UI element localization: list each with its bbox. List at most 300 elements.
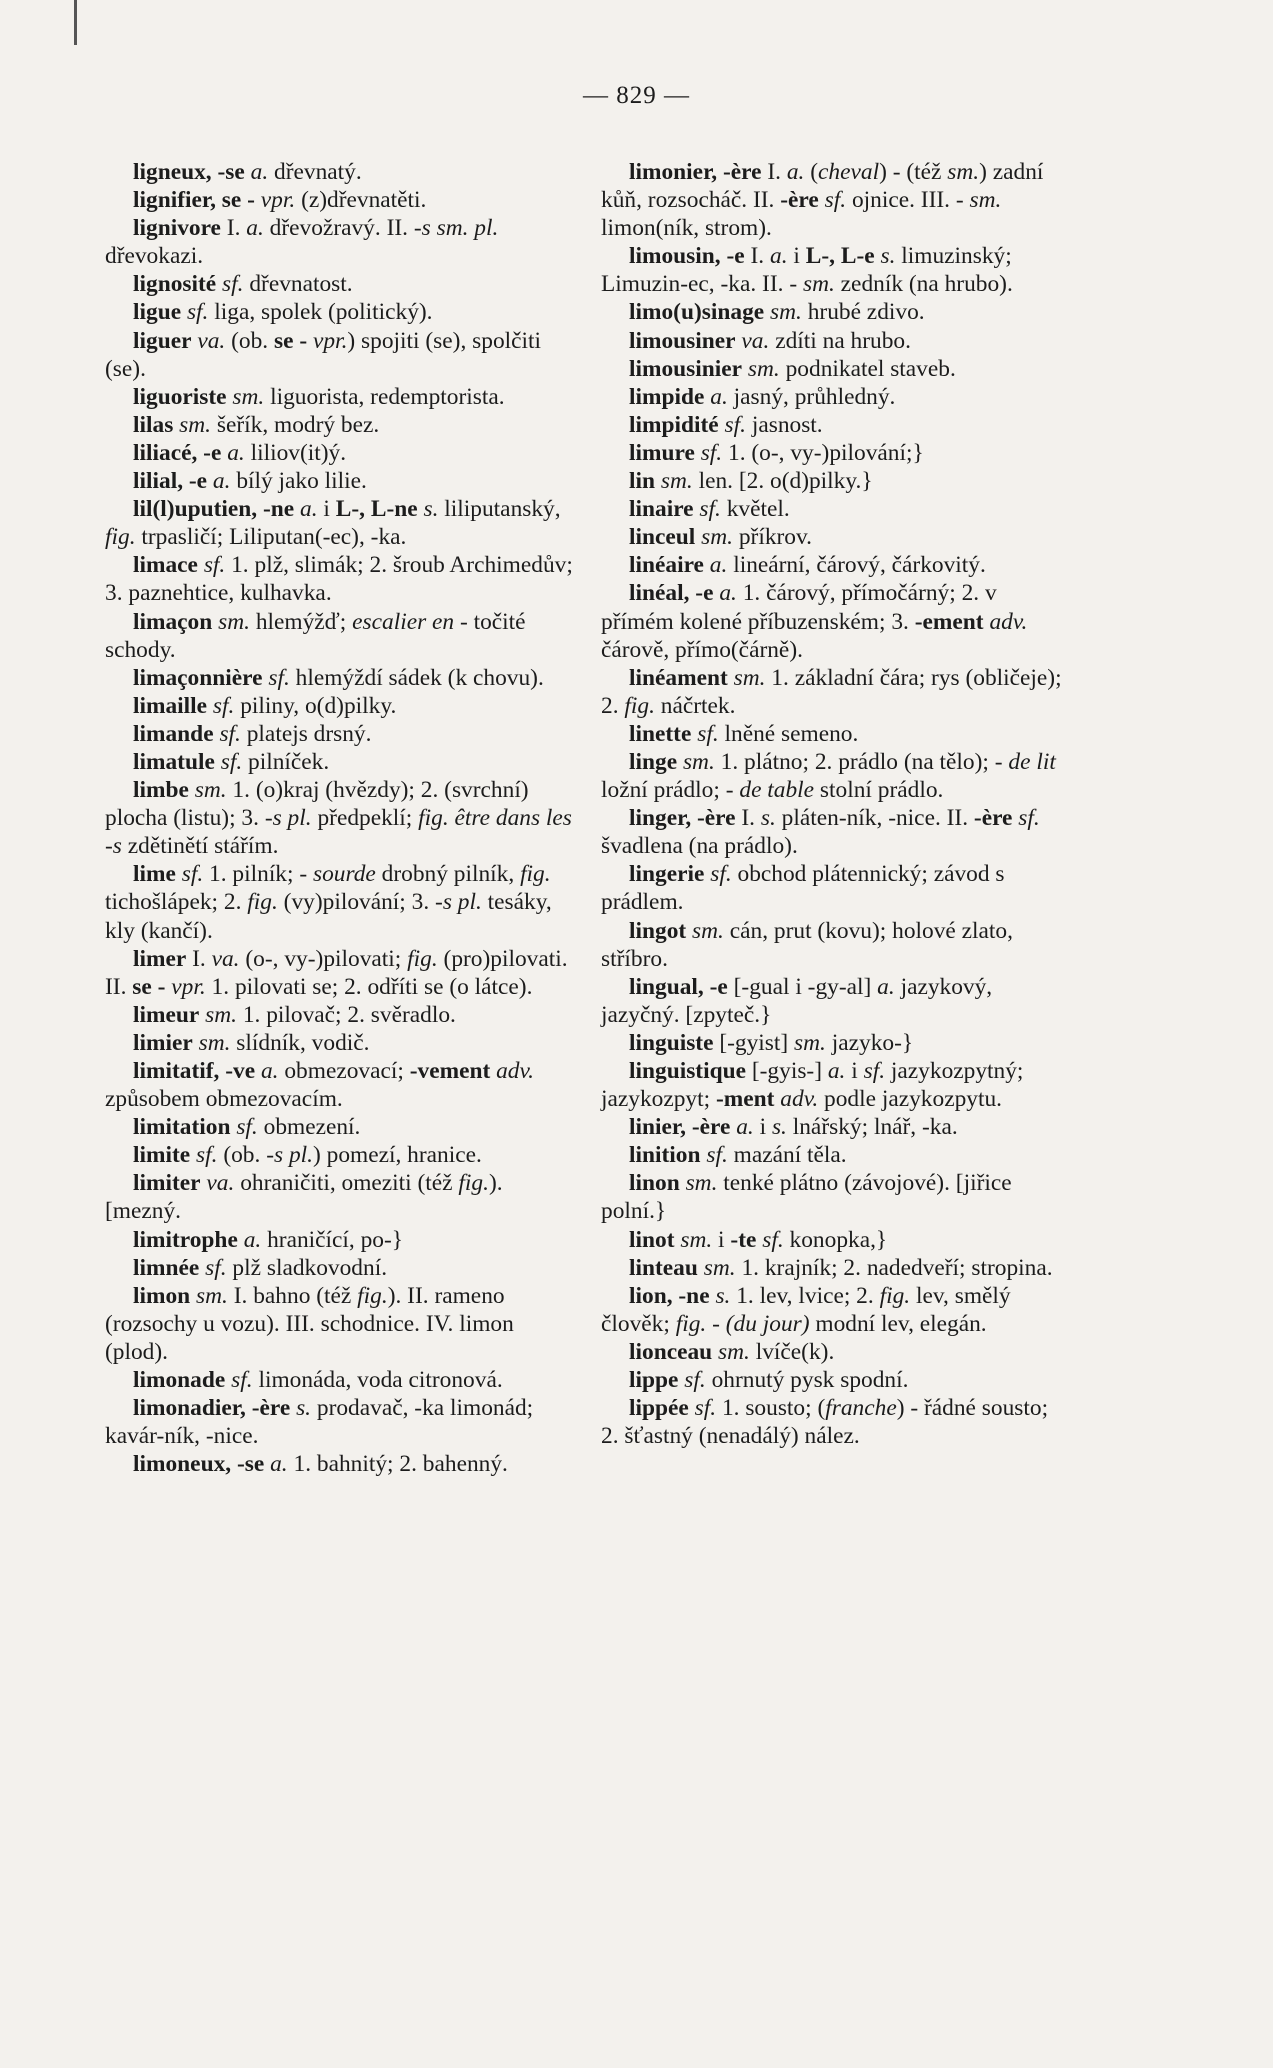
dictionary-entry xyxy=(105,270,575,298)
dictionary-entry xyxy=(105,860,575,944)
entry-text: limuzinský; Limuzin-ec, -ka. II. xyxy=(601,243,1012,298)
dictionary-entry xyxy=(105,1029,575,1057)
entry-grammar-label: fig. xyxy=(520,861,551,888)
entry-headword: linéaire xyxy=(629,552,704,579)
entry-grammar-label: sm. xyxy=(794,1029,826,1056)
entry-headword: limaille xyxy=(133,692,208,719)
entry-text: I. xyxy=(744,243,771,270)
dictionary-entry xyxy=(105,720,575,748)
entry-text: příkrov. xyxy=(732,524,813,551)
entry-grammar-label: sf. xyxy=(205,1254,227,1281)
entry-text: hlemýždí sádek (k chovu). xyxy=(289,664,544,691)
entry-text: způsobem obmezovacím. xyxy=(105,1086,343,1113)
entry-grammar-label: sm. xyxy=(747,355,780,382)
entry-text: ( xyxy=(804,159,819,185)
entry-grammar-label: fig. - (du jour) xyxy=(675,1310,810,1337)
dictionary-entry xyxy=(601,467,1071,495)
dictionary-entry xyxy=(601,720,1071,748)
entry-grammar-label: a. xyxy=(877,973,895,1000)
entry-grammar-label: a. xyxy=(300,496,318,523)
entry-text: švadlena (na prádlo). xyxy=(601,833,798,860)
entry-grammar-label: s. xyxy=(760,805,776,832)
entry-headword: limite xyxy=(133,1142,191,1169)
entry-grammar-label: sf. xyxy=(697,720,719,747)
entry-headword: lime xyxy=(133,861,176,888)
entry-headword: liguer xyxy=(133,327,192,354)
entry-headword: lionceau xyxy=(629,1338,713,1365)
dictionary-entry xyxy=(105,467,575,495)
entry-text: liliov(it)ý. xyxy=(244,439,347,466)
entry-grammar-label: a. xyxy=(250,159,269,185)
entry-headword: se - xyxy=(132,973,166,1000)
entry-grammar-label: s. xyxy=(423,496,439,523)
entry-headword: L-, L-ne xyxy=(335,496,418,523)
left-column xyxy=(105,158,575,1478)
dictionary-entry xyxy=(601,1394,1071,1450)
entry-headword: linaire xyxy=(629,496,694,523)
entry-grammar-label: sm. xyxy=(205,1001,237,1028)
entry-headword: linette xyxy=(629,720,692,747)
entry-grammar-label: a. xyxy=(827,1058,846,1084)
entry-grammar-label: sf. xyxy=(212,692,235,719)
entry-headword: limande xyxy=(133,720,214,747)
entry-headword: limace xyxy=(133,552,198,579)
entry-grammar-label: a. xyxy=(786,159,805,185)
entry-text: hlemýžď; xyxy=(249,608,353,635)
entry-grammar-label: sm. xyxy=(770,299,802,326)
entry-text: 1. pilník; xyxy=(203,861,300,888)
dictionary-entry xyxy=(601,1366,1071,1394)
entry-text: plž sladkovodní. xyxy=(226,1254,388,1281)
dictionary-entry xyxy=(601,495,1071,523)
entry-grammar-label: sm. xyxy=(692,917,724,944)
entry-headword: liliacé, -e xyxy=(133,439,222,466)
dictionary-entry xyxy=(601,973,1071,1029)
entry-grammar-label: sm. xyxy=(680,1226,713,1253)
entry-text: [-gyist] xyxy=(713,1029,795,1056)
entry-text: (o-, vy-)pilovati; xyxy=(239,945,408,972)
entry-grammar-label: sf. xyxy=(203,552,226,579)
entry-headword: -te xyxy=(730,1226,757,1253)
entry-headword: limitrophe xyxy=(133,1226,238,1253)
dictionary-entry xyxy=(105,692,575,720)
entry-text: ložní prádlo; xyxy=(601,777,726,804)
entry-headword: se - xyxy=(274,327,308,354)
entry-grammar-label: - sm. xyxy=(789,271,835,298)
entry-headword: limonade xyxy=(133,1367,226,1394)
entry-grammar-label: -s pl. xyxy=(264,805,312,832)
entry-headword: limnée xyxy=(133,1254,200,1281)
entry-grammar-label: sm. xyxy=(218,608,250,635)
dictionary-entry xyxy=(601,383,1071,411)
entry-headword: limatule xyxy=(133,748,215,775)
entry-grammar-label: vpr. xyxy=(171,973,206,1000)
entry-grammar-label: s. xyxy=(715,1282,731,1309)
entry-text: hrubé zdivo. xyxy=(801,299,925,326)
entry-headword: lil(l)uputien, -ne xyxy=(133,496,295,523)
entry-grammar-label: sf. xyxy=(236,1114,258,1141)
dictionary-entry xyxy=(105,327,575,383)
entry-headword: limier xyxy=(133,1029,193,1056)
entry-headword: linguiste xyxy=(629,1029,714,1056)
entry-grammar-label: fig. être dans les -s xyxy=(105,805,572,860)
entry-headword: lin xyxy=(629,468,656,495)
entry-text: mazání těla. xyxy=(727,1142,847,1169)
entry-text: ) spojiti (se), spolčiti (se). xyxy=(105,327,542,382)
entry-text: (z)dřevnatěti. xyxy=(295,187,427,214)
page-number: — 829 — xyxy=(583,82,690,109)
entry-headword: linition xyxy=(629,1142,701,1169)
entry-grammar-label: sf. xyxy=(219,720,241,747)
entry-text: ) - řádné sousto; 2. šťastný (nenadálý) nález. xyxy=(601,1395,1049,1450)
entry-grammar-label: a. xyxy=(710,383,728,410)
dictionary-entry xyxy=(105,1254,575,1282)
entry-text: 1. (o)kraj (hvězdy); 2. (svrchní) plocha (listu); 3. xyxy=(105,777,529,832)
entry-text: modní lev, elegán. xyxy=(809,1310,987,1337)
entry-text: limonáda, voda citronová. xyxy=(252,1367,503,1394)
entry-headword: lingual, -e xyxy=(629,973,728,1000)
entry-headword: -ère xyxy=(780,187,819,214)
entry-grammar-label: sf. xyxy=(1018,805,1040,832)
entry-grammar-label: sf. xyxy=(268,664,290,691)
entry-headword: -ment xyxy=(715,1086,775,1113)
entry-grammar-label: sm. xyxy=(660,468,693,495)
entry-text: slídník, vodič. xyxy=(230,1029,370,1056)
dictionary-entry xyxy=(105,1450,575,1478)
entry-headword: limpidité xyxy=(629,411,719,438)
entry-headword: limonadier, -ère xyxy=(133,1395,291,1422)
entry-grammar-label: sf. xyxy=(700,439,723,466)
entry-grammar-label: - sm. xyxy=(955,187,1002,214)
entry-text: ). II. rameno (rozsochy u vozu). III. schodnice. IV. limon (plod). xyxy=(105,1282,514,1365)
entry-text: jasný, průhledný. xyxy=(727,383,896,410)
entry-text: 1. lev, lvice; 2. xyxy=(730,1282,880,1309)
entry-grammar-label: -s pl. xyxy=(266,1142,313,1169)
entry-text: pilníček. xyxy=(242,748,330,775)
entry-headword: limitation xyxy=(133,1114,231,1141)
entry-grammar-label: sm. xyxy=(682,748,715,775)
entry-text: 1. základní čára; rys (obličeje); 2. xyxy=(601,664,1062,719)
entry-text: lvíče(k). xyxy=(749,1338,835,1365)
dictionary-entry xyxy=(105,1394,575,1450)
entry-text: platejs drsný. xyxy=(240,720,372,747)
dictionary-entry xyxy=(105,748,575,776)
entry-grammar-label: sf. xyxy=(694,1395,717,1422)
entry-text: tichošlápek; 2. xyxy=(105,889,248,916)
entry-grammar-label: vpr. xyxy=(312,327,348,354)
entry-text: bílý jako lilie. xyxy=(230,468,367,495)
entry-text: i xyxy=(845,1058,864,1084)
entry-grammar-label: sf. xyxy=(699,496,721,523)
entry-grammar-label: - sourde xyxy=(299,861,376,888)
entry-grammar-label: sm. xyxy=(685,1170,718,1197)
dictionary-entry xyxy=(601,1141,1071,1169)
entry-headword: limure xyxy=(629,439,695,466)
entry-text: lineární, čárový, čárkovitý. xyxy=(727,552,986,579)
entry-text: šeřík, modrý bez. xyxy=(211,411,380,438)
entry-text: ). [mezný. xyxy=(105,1170,503,1225)
entry-headword: ligneux, -se xyxy=(133,159,245,185)
entry-text: 1. plž, slimák; 2. šroub Archimedův; 3. paznehtice, kulhavka. xyxy=(105,552,573,607)
entry-text: obchod plátennický; závod s prádlem. xyxy=(601,861,1005,916)
entry-grammar-label: - de table xyxy=(725,777,815,804)
dictionary-entry xyxy=(105,608,575,664)
entry-grammar-label: sf. xyxy=(724,411,746,438)
entry-text: 1. plátno; 2. prádlo (na tělo); xyxy=(714,748,995,775)
entry-headword: linteau xyxy=(629,1254,698,1281)
dictionary-entry xyxy=(601,1254,1071,1282)
dictionary-entry xyxy=(601,1057,1071,1113)
entry-text: I. bahno (též xyxy=(227,1282,358,1309)
dictionary-entry xyxy=(105,945,575,1001)
dictionary-entry xyxy=(601,551,1071,579)
entry-grammar-label: s. xyxy=(296,1395,312,1422)
entry-grammar-label: a. xyxy=(719,580,737,607)
dictionary-entry xyxy=(105,1226,575,1254)
entry-text: (ob. xyxy=(225,327,274,354)
entry-headword: limoneux, -se xyxy=(133,1451,265,1478)
dictionary-entry xyxy=(601,1169,1071,1225)
entry-text: prodavač, -ka limonád; kavár-ník, -nice. xyxy=(105,1395,534,1450)
entry-grammar-label: s. xyxy=(771,1114,787,1141)
dictionary-entry xyxy=(601,664,1071,720)
entry-headword: linge xyxy=(629,748,678,775)
entry-headword: limousinier xyxy=(629,355,743,382)
right-column xyxy=(601,158,1071,1450)
dictionary-entry xyxy=(601,1338,1071,1366)
entry-text: podle jazykozpytu. xyxy=(818,1086,1003,1113)
entry-grammar-label: fig. xyxy=(458,1170,489,1197)
entry-grammar-label: sf. xyxy=(186,299,209,326)
scan-edge-mark xyxy=(74,0,77,45)
dictionary-entry xyxy=(105,158,575,186)
entry-headword: limpide xyxy=(629,383,705,410)
entry-grammar-label: fig. xyxy=(105,524,136,551)
entry-text: jazykozpytný; jazykozpyt; xyxy=(601,1058,1024,1113)
entry-text: cán, prut (kovu); holové zlato, stříbro. xyxy=(601,917,1013,972)
entry-text: i xyxy=(317,496,336,523)
entry-text: len. [2. o(d)pilky.} xyxy=(692,468,873,495)
dictionary-entry xyxy=(105,439,575,467)
entry-grammar-label: sf. xyxy=(684,1367,706,1394)
dictionary-entry xyxy=(601,579,1071,663)
entry-grammar-label: a. xyxy=(770,243,788,270)
entry-text: liguorista, redemptorista. xyxy=(264,383,505,410)
entry-text: stolní prádlo. xyxy=(814,777,944,804)
entry-grammar-label: fig. xyxy=(407,945,438,972)
entry-headword: lingot xyxy=(629,917,687,944)
entry-text: tenké plátno (závojové). [jiřice polní.} xyxy=(601,1170,1012,1225)
dictionary-entry xyxy=(105,214,575,270)
entry-headword: limbe xyxy=(133,777,189,804)
entry-text: dřevnatost. xyxy=(243,271,353,298)
entry-text: ) - (též xyxy=(879,159,948,185)
entry-text: liliputanský, xyxy=(438,496,561,523)
entry-grammar-label: va. xyxy=(197,327,226,354)
entry-headword: lilial, -e xyxy=(133,468,208,495)
entry-grammar-label: va. xyxy=(211,945,240,972)
entry-grammar-label: a. xyxy=(212,468,231,495)
entry-text: podnikatel staveb. xyxy=(779,355,956,382)
dictionary-entry xyxy=(105,298,575,326)
entry-headword: ligue xyxy=(133,299,182,326)
entry-grammar-label: a. xyxy=(246,215,264,242)
entry-headword: -ère xyxy=(973,805,1013,832)
entry-text: [-gyis-] xyxy=(746,1058,828,1084)
dictionary-entry xyxy=(601,860,1071,916)
entry-text: trpasličí; Liliputan(-ec), -ka. xyxy=(135,524,407,551)
dictionary-entry xyxy=(105,1001,575,1029)
dictionary-entry xyxy=(105,1282,575,1366)
entry-grammar-label: a. xyxy=(260,1058,279,1084)
entry-headword: liguoriste xyxy=(133,383,227,410)
dictionary-entry xyxy=(105,1169,575,1225)
entry-grammar-label: sf. xyxy=(706,1142,728,1169)
entry-grammar-label: fig. xyxy=(357,1282,388,1309)
entry-text: dřevožravý. II. xyxy=(263,215,414,242)
entry-headword: lilas xyxy=(133,411,174,438)
entry-grammar-label: escalier en - xyxy=(352,608,468,635)
entry-text: lněné semeno. xyxy=(718,720,859,747)
entry-headword: limousin, -e xyxy=(629,243,745,270)
entry-text: hraničící, po-} xyxy=(261,1226,404,1253)
entry-text: ) pomezí, hranice. xyxy=(313,1142,482,1169)
entry-headword: L-, L-e xyxy=(805,243,875,270)
dictionary-entry xyxy=(601,917,1071,973)
entry-text: čárově, přímo(čárně). xyxy=(601,636,803,663)
entry-grammar-label: sf. xyxy=(181,861,204,888)
entry-text: tesáky, kly (kančí). xyxy=(105,889,552,944)
entry-text: 1. (o-, vy-)pilování;} xyxy=(722,439,924,466)
entry-headword: lignifier, se - xyxy=(133,187,255,214)
entry-text: 1. čárový, přímočárný; 2. v přímém kolené příbuzenském; 3. xyxy=(601,580,997,635)
entry-text: limon(ník, strom). xyxy=(601,215,772,242)
entry-headword: lignosité xyxy=(133,271,217,298)
dictionary-entry xyxy=(105,186,575,214)
entry-text: náčrtek. xyxy=(654,692,736,719)
dictionary-entry xyxy=(601,298,1071,326)
entry-grammar-label: s. xyxy=(880,243,896,270)
entry-text: I. xyxy=(186,945,212,972)
entry-headword: lippe xyxy=(629,1367,679,1394)
entry-headword: linéal, -e xyxy=(629,580,714,607)
entry-grammar-label: sm. xyxy=(232,383,265,410)
entry-grammar-label: sf. xyxy=(222,271,244,298)
entry-grammar-label: a. xyxy=(736,1114,754,1141)
dictionary-entry xyxy=(105,1057,575,1113)
entry-grammar-label: sm. xyxy=(196,1282,228,1309)
entry-headword: linéament xyxy=(629,664,728,691)
entry-grammar-label: - de lit xyxy=(994,748,1056,775)
entry-text: liga, spolek (politický). xyxy=(208,299,433,326)
entry-headword: linger, -ère xyxy=(629,805,736,832)
entry-grammar-label: sf. xyxy=(710,861,732,888)
entry-headword: lippée xyxy=(629,1395,689,1422)
entry-grammar-label: sf. xyxy=(762,1226,784,1253)
entry-text: (vy)pilování; 3. xyxy=(277,889,436,916)
entry-text: obmezení. xyxy=(257,1114,361,1141)
dictionary-entry xyxy=(601,355,1071,383)
dictionary-entry xyxy=(601,158,1071,242)
entry-grammar-label: sf. xyxy=(196,1142,218,1169)
entry-text: obmezovací; xyxy=(278,1058,410,1084)
entry-grammar-label: franche xyxy=(825,1395,897,1422)
entry-text: I. xyxy=(735,805,761,832)
entry-grammar-label: sm. xyxy=(703,1254,736,1281)
dictionary-entry xyxy=(105,776,575,860)
entry-text: jasnost. xyxy=(745,411,823,438)
entry-text: 1. krajník; 2. nadedveří; stropina. xyxy=(735,1254,1053,1281)
entry-text: pláten-ník, -nice. II. xyxy=(775,805,974,832)
entry-text: drobný pilník, xyxy=(375,861,521,888)
entry-grammar-label: sf. xyxy=(231,1367,253,1394)
dictionary-entry xyxy=(601,523,1071,551)
entry-grammar-label: a. xyxy=(709,552,728,579)
entry-text: jazyko-} xyxy=(825,1029,914,1056)
entry-text: ) zadní kůň, rozsocháč. II. xyxy=(601,159,1044,214)
dictionary-entry xyxy=(105,1141,575,1169)
entry-headword: limeur xyxy=(133,1001,200,1028)
dictionary-entry xyxy=(601,242,1071,298)
dictionary-entry xyxy=(601,327,1071,355)
entry-grammar-label: vpr. xyxy=(260,187,296,214)
entry-text: 1. sousto; ( xyxy=(716,1395,826,1422)
entry-text: zdětinětí stářím. xyxy=(121,833,279,860)
dictionary-entry xyxy=(105,411,575,439)
dictionary-entry xyxy=(105,1366,575,1394)
entry-headword: linon xyxy=(629,1170,680,1197)
dictionary-entry xyxy=(105,551,575,607)
entry-text: jazykový, jazyčný. [zpyteč.} xyxy=(601,973,993,1028)
entry-headword: limaçonnière xyxy=(133,664,263,691)
dictionary-entry xyxy=(601,1282,1071,1338)
entry-grammar-label: cheval xyxy=(818,159,880,185)
dictionary-entry xyxy=(601,1029,1071,1057)
entry-headword: limo(u)sinage xyxy=(629,299,765,326)
entry-headword: limiter xyxy=(133,1170,201,1197)
entry-grammar-label: sm. xyxy=(733,664,766,691)
entry-text: [-gual i -gy-al] xyxy=(727,973,878,1000)
entry-headword: limaçon xyxy=(133,608,213,635)
entry-text: (pro)pilovati. II. xyxy=(105,945,568,1000)
entry-grammar-label: fig. xyxy=(247,889,278,916)
entry-grammar-label: sm. xyxy=(701,524,733,551)
entry-headword: limousiner xyxy=(629,327,736,354)
entry-grammar-label: fig. xyxy=(879,1282,911,1309)
entry-headword: lion, -ne xyxy=(629,1282,710,1309)
entry-grammar-label: -s pl. xyxy=(435,889,482,916)
entry-headword: -ement xyxy=(914,608,984,635)
entry-text: i xyxy=(787,243,806,270)
dictionary-entry xyxy=(601,439,1071,467)
entry-text: ojnice. III. xyxy=(846,187,956,214)
entry-text: i xyxy=(753,1114,772,1141)
entry-text: 1. pilovati se; 2. odříti se (o látce). xyxy=(205,973,533,1000)
entry-grammar-label: a. xyxy=(270,1451,288,1478)
entry-text: I. xyxy=(761,159,787,185)
entry-grammar-label: va. xyxy=(206,1170,235,1197)
entry-text: lev, smělý člověk; xyxy=(601,1282,1011,1337)
entry-text: 1. bahnitý; 2. bahenný. xyxy=(287,1451,508,1478)
entry-headword: -vement xyxy=(409,1058,491,1084)
entry-text: lnářský; lnář, -ka. xyxy=(786,1114,958,1141)
entry-text: I. xyxy=(220,215,247,242)
entry-grammar-label: sf. xyxy=(824,187,847,214)
entry-grammar-label: a. xyxy=(243,1226,262,1253)
entry-text: zedník (na hrubo). xyxy=(834,271,1013,298)
dictionary-entry xyxy=(105,664,575,692)
dictionary-entry xyxy=(601,804,1071,860)
